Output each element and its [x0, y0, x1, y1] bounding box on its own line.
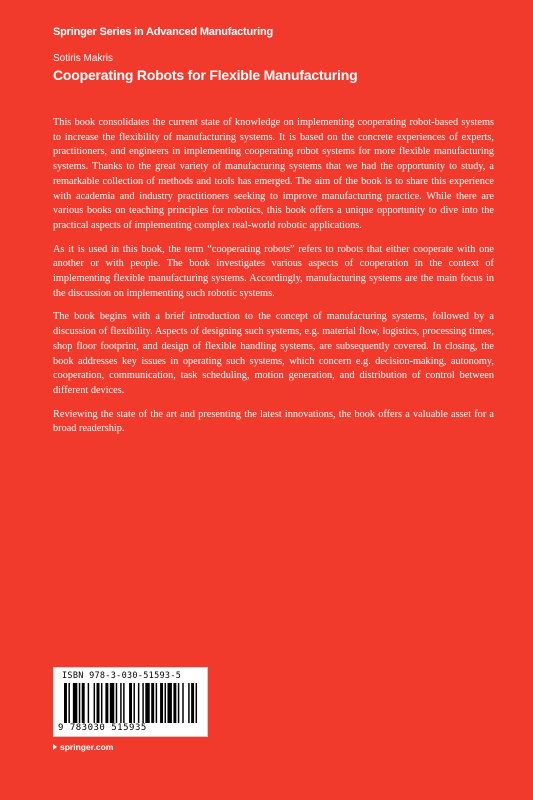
- barcode-bar: [116, 683, 117, 723]
- barcode-bar: [79, 683, 80, 723]
- series-name: Springer Series in Advanced Manufacturing: [53, 26, 273, 38]
- barcode-bar: [133, 683, 134, 723]
- blurb: [53, 116, 494, 446]
- blurb-paragraph: The book begins with a brief introduction to the concept of manufacturing systems, followed by a discussion of flexibility. Aspects of designing such systems, e.g. material flow, logistics, processing times, shop floor footprint, and design of flexible handling systems, are subsequently covered. In closing, the book addresses key issues in operating such systems, which concern e.g. decision-making, autonomy, cooperation, communication, task scheduling, motion generation, and distribution of control between different devices.: [53, 311, 494, 396]
- barcode-bar: [129, 683, 132, 723]
- cover-header: [53, 26, 493, 83]
- barcode-bar: [120, 683, 121, 723]
- barcode-bar: [173, 683, 176, 723]
- barcode-bar: [182, 683, 183, 723]
- barcode-bar: [82, 683, 85, 723]
- barcode-bar: [94, 683, 95, 723]
- blurb-paragraph: As it is used in this book, the term “cooperating robots” refers to robots that either cooperate with one another or with people. The book investigates various aspects of cooperation in the context of implementing flexible manufacturing systems. Accordingly, manufacturing systems are the main focus in the discussion on implementing such robotic systems.: [53, 243, 494, 299]
- barcode-bar: [110, 683, 114, 723]
- isbn-barcode-box: [53, 667, 208, 737]
- barcode-bar: [167, 683, 171, 723]
- barcode-bar: [101, 683, 102, 723]
- arrow-right-icon: [53, 744, 57, 750]
- blurb-paragraph: Reviewing the state of the art and presenting the latest innovations, the book offers a valuable asset for a broad readership.: [53, 408, 494, 435]
- barcode-bar: [160, 683, 163, 723]
- barcode-bar: [151, 683, 154, 723]
- springer-link-text: springer.com: [60, 742, 114, 752]
- barcode-bar: [105, 683, 108, 723]
- barcode-bar: [178, 683, 179, 723]
- book-title: Cooperating Robots for Flexible Manufacturing: [53, 67, 358, 83]
- barcode-icon: [64, 683, 200, 723]
- isbn-label: ISBN 978-3-030-51593-5: [62, 671, 182, 681]
- barcode-bar: [142, 683, 143, 723]
- author-name: Sotiris Makris: [53, 53, 114, 64]
- barcode-bar: [156, 683, 157, 723]
- blurb-paragraph: This book consolidates the current state of knowledge on implementing cooperating robot-based systems to increase the flexibility of manufacturing systems. It is based on the concrete experiences of experts, practitioners, and engineers in implementing cooperating robot systems for more flexible manufacturing systems. Thanks to the great variety of manufacturing systems that we had the opportunity to study, a remarkable collection of methods and tools has emerged. The aim of the book is to share this experience with academia and industry practitioners seeking to improve manufacturing practice. While there are various books on teaching principles for robotics, this book offers a unique opportunity to dive into the practical aspects of implementing complex real-world robotic applications.: [53, 117, 494, 231]
- barcode-bar: [196, 683, 197, 723]
- barcode-bar: [88, 683, 89, 723]
- barcode-bar: [64, 683, 67, 723]
- barcode-bar: [145, 683, 149, 723]
- barcode-digits: 9 783030 515935: [58, 723, 147, 733]
- barcode-bar: [188, 683, 189, 723]
- barcode-bar: [165, 683, 166, 723]
- barcode-bar: [191, 683, 194, 723]
- barcode-bar: [68, 683, 69, 723]
- barcode-bar: [73, 683, 77, 723]
- springer-link[interactable]: [53, 742, 113, 752]
- barcode-bar: [123, 683, 124, 723]
- barcode-bar: [97, 683, 100, 723]
- barcode-bar: [138, 683, 139, 723]
